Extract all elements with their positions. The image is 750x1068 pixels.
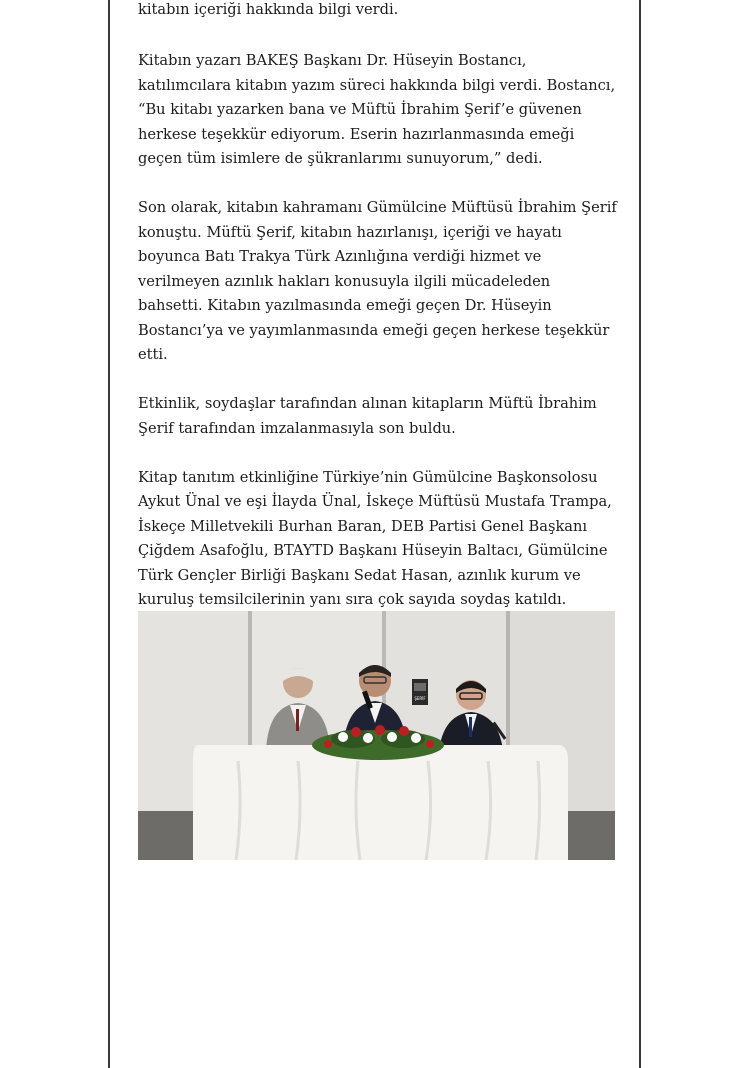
- paragraph-5: Kitap tanıtım etkinliğine Türkiye’nin Gümülcine Başkonsolosu Aykut Ünal ve eşi İlayda Ünal, İskeçe Müftüsü Mustafa Trampa, İskeçe Milletvekili Burhan Baran, DEB Partisi Genel Başkanı Çiğdem Asafoğlu, BTAYTD Başkanı Hüseyin Baltacı, Gümülcine Türk Gençler Birliği Başkanı Sedat Hasan, azınlık kurum ve kuruluş temsilcilerinin yanı sıra çok sayıda soydaş katıldı.: [138, 468, 612, 608]
- paragraph-4: Etkinlik, soydaşlar tarafından alınan kitapların Müftü İbrahim Şerif tarafından imzalanmasıyla son buldu.: [138, 395, 597, 437]
- book-cover-text: ŞERİF: [414, 696, 426, 701]
- event-photo: [138, 611, 615, 860]
- paragraph-3: Son olarak, kitabın kahramanı Gümülcine Müftüsü İbrahim Şerif konuştu. Müftü Şerif, kitabın hazırlanışı, içeriği ve hayatı boyunca Batı Trakya Türk Azınlığına verdiği hizmet ve verilmeyen azınlık hakları konusuyla ilgili mücadeleden bahsetti. Kitabın yazılmasında emeği geçen Dr. Hüseyin Bostancı’ya ve yayımlanmasında emeği geçen herkese teşekkür etti.: [138, 199, 617, 363]
- article-body: [138, 0, 618, 613]
- paragraph-1: kitabın içeriği hakkında bilgi verdi.: [138, 1, 399, 18]
- paragraph-2: Kitabın yazarı BAKEŞ Başkanı Dr. Hüseyin Bostancı, katılımcılara kitabın yazım süreci hakkında bilgi verdi. Bostancı, “Bu kitabı yazarken bana ve Müftü İbrahim Şerif’e güvenen herkese teşekkür ediyorum. Eserin hazırlanmasında emeği geçen tüm isimlere de şükranlarımı sunuyorum,” dedi.: [138, 52, 616, 167]
